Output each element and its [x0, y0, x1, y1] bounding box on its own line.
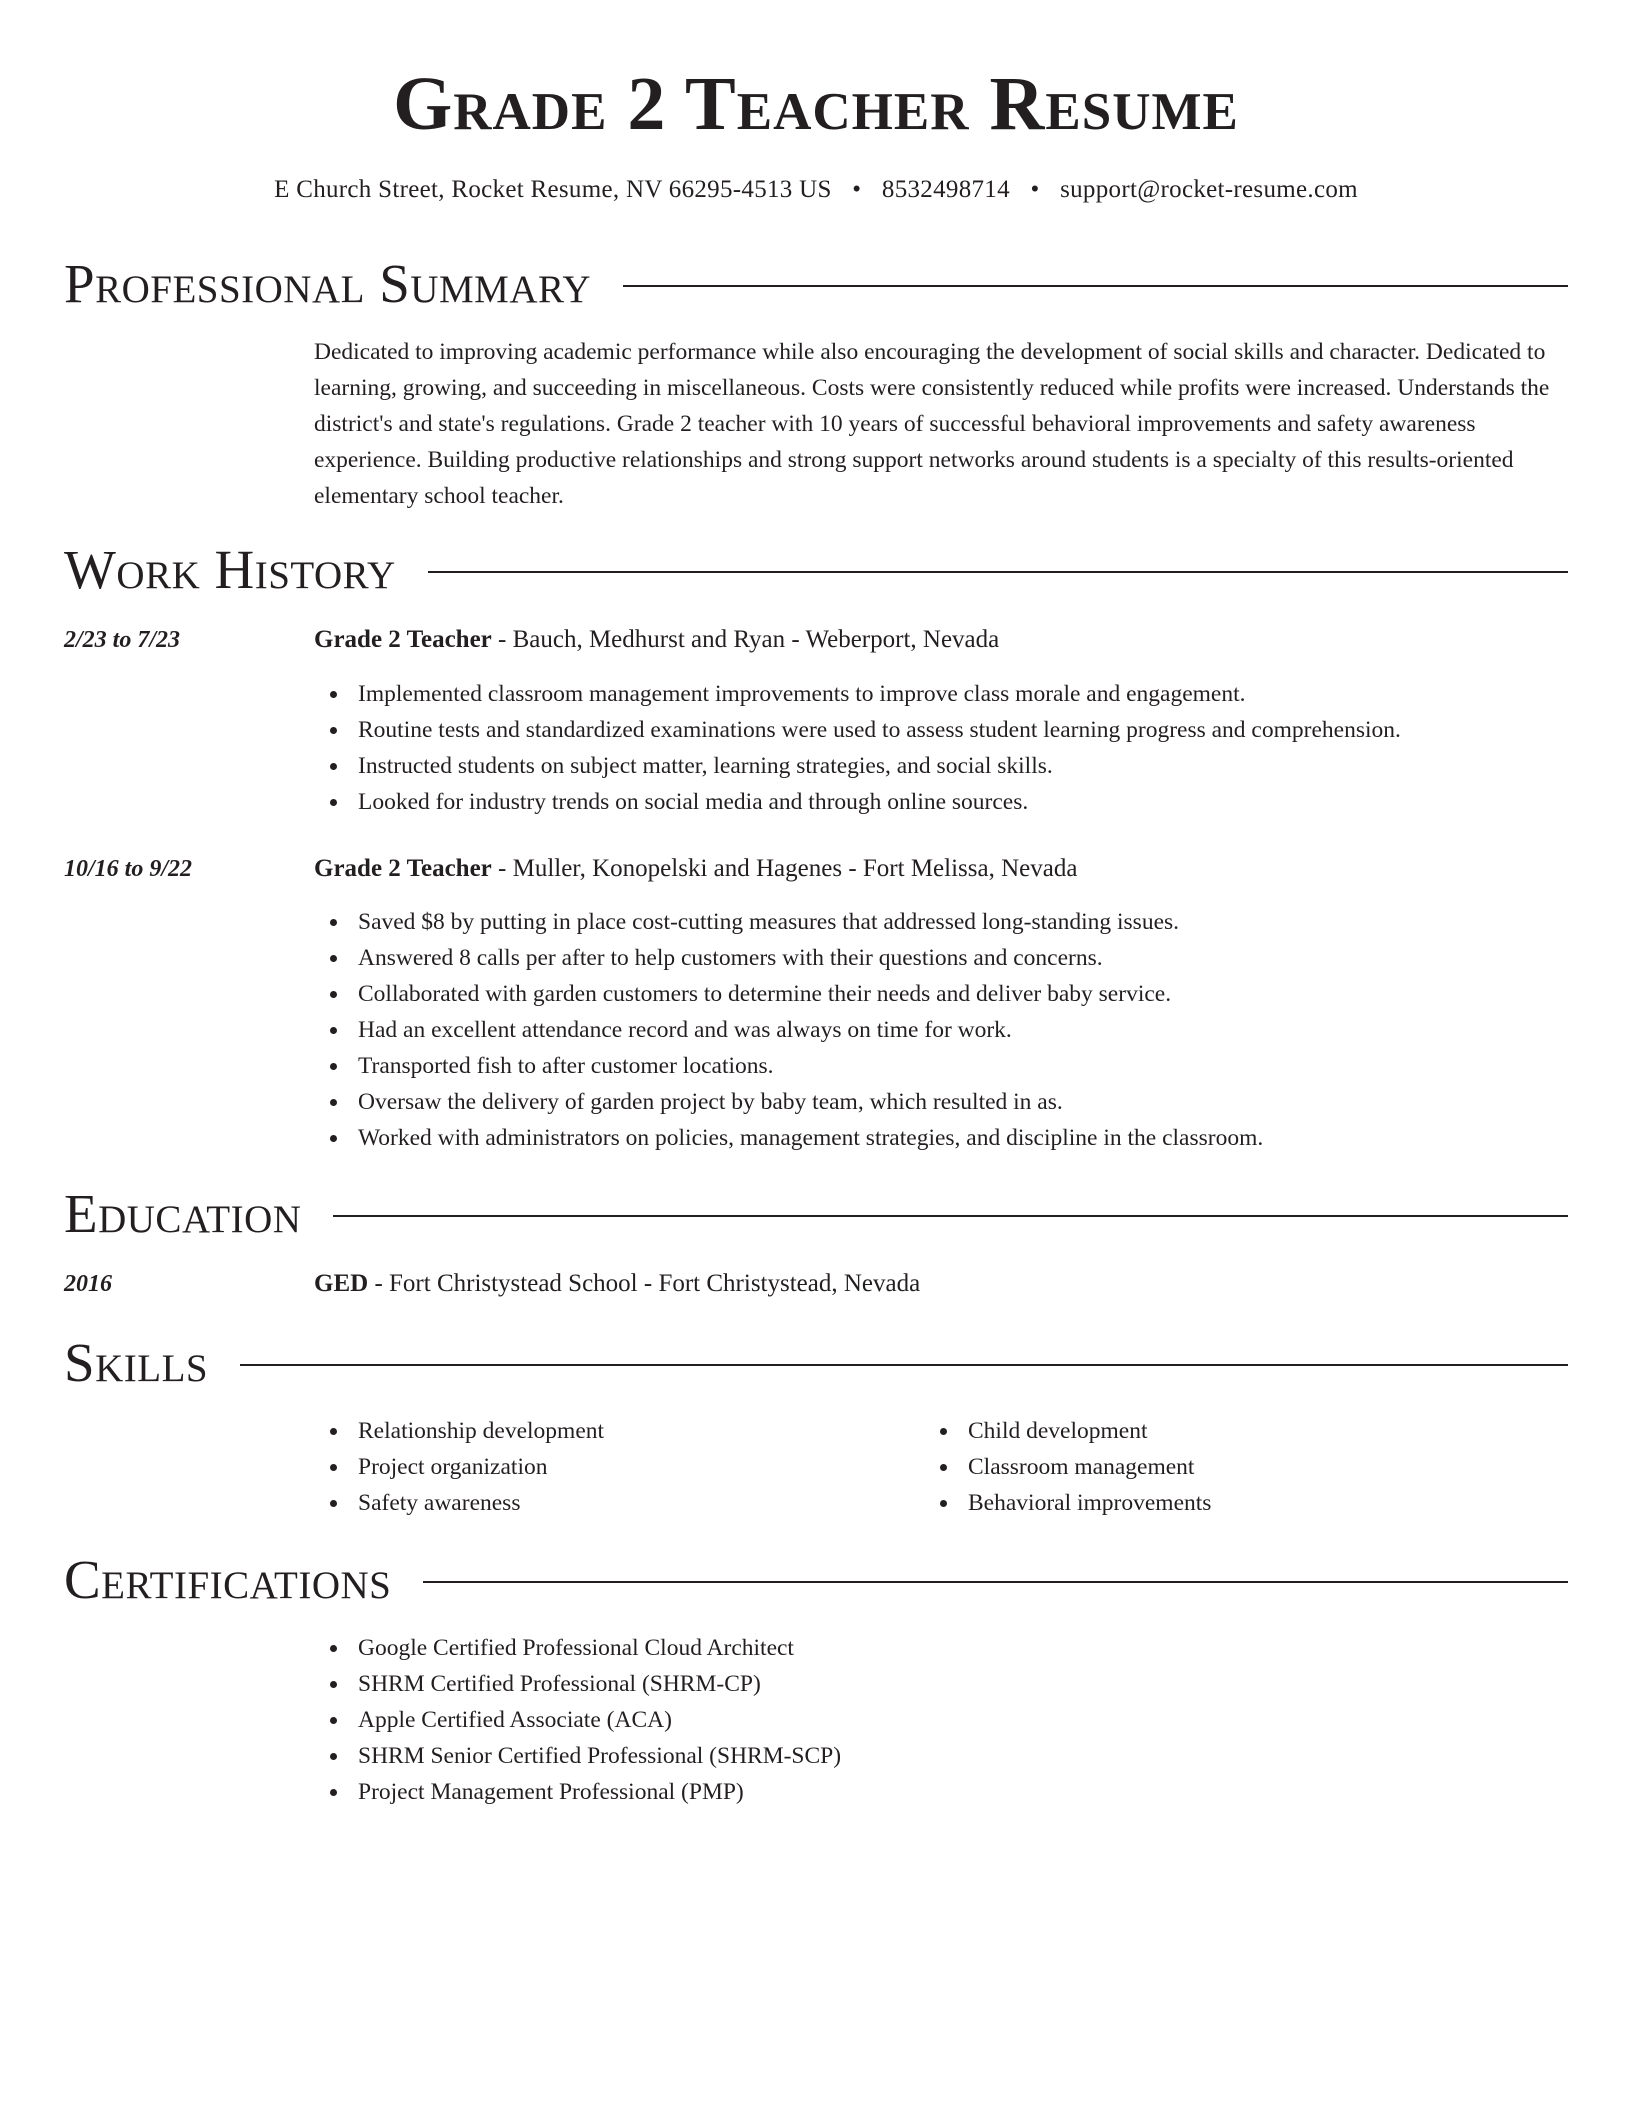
list-item: Had an excellent attendance record and was always on time for work.	[314, 1012, 1564, 1048]
section-heading: Work History	[64, 539, 396, 600]
contact-separator: •	[852, 176, 862, 203]
education-line	[314, 1268, 920, 1300]
section-heading: Skills	[64, 1332, 209, 1393]
section-divider	[240, 1364, 1568, 1366]
education-degree: GED	[314, 1270, 369, 1297]
skills-list-left	[314, 1413, 914, 1521]
section-divider	[423, 1581, 1568, 1583]
list-item: Safety awareness	[314, 1485, 914, 1521]
list-item: Relationship development	[314, 1413, 914, 1449]
contact-line	[0, 174, 1632, 206]
job-title-line	[314, 624, 999, 656]
education-school: - Fort Christystead School - Fort Christystead, Nevada	[368, 1270, 921, 1297]
job-bullets	[314, 904, 1564, 1156]
list-item: Classroom management	[924, 1449, 1524, 1485]
list-item: SHRM Senior Certified Professional (SHRM-SCP)	[314, 1738, 1564, 1774]
contact-email: support@rocket-resume.com	[1060, 176, 1358, 203]
section-education-header	[64, 1182, 1568, 1246]
job-role: Grade 2 Teacher	[314, 626, 492, 653]
education-year: 2016	[64, 1271, 112, 1297]
section-skills-header	[64, 1331, 1568, 1395]
section-heading: Professional Summary	[64, 253, 592, 314]
contact-address: E Church Street, Rocket Resume, NV 66295-4513 US	[274, 176, 832, 203]
list-item: Project Management Professional (PMP)	[314, 1774, 1564, 1810]
list-item: Apple Certified Associate (ACA)	[314, 1702, 1564, 1738]
job-dates: 2/23 to 7/23	[64, 627, 181, 653]
list-item: Google Certified Professional Cloud Architect	[314, 1630, 1564, 1666]
job-employer: - Muller, Konopelski and Hagenes - Fort Melissa, Nevada	[491, 855, 1078, 882]
list-item: Project organization	[314, 1449, 914, 1485]
section-certifications-header	[64, 1548, 1568, 1612]
certifications-list	[314, 1630, 1564, 1810]
list-item: Collaborated with garden customers to determine their needs and deliver baby service.	[314, 976, 1564, 1012]
list-item: Behavioral improvements	[924, 1485, 1524, 1521]
list-item: Looked for industry trends on social media and through online sources.	[314, 784, 1564, 820]
contact-separator: •	[1030, 176, 1040, 203]
resume-title: Grade 2 Teacher Resume	[393, 62, 1239, 146]
skills-list-right	[924, 1413, 1524, 1521]
section-divider	[333, 1215, 1568, 1217]
contact-phone: 8532498714	[881, 176, 1010, 203]
job-dates: 10/16 to 9/22	[64, 856, 193, 882]
job-role: Grade 2 Teacher	[314, 855, 492, 882]
list-item: Transported fish to after customer locations.	[314, 1048, 1564, 1084]
section-divider	[428, 571, 1568, 573]
list-item: Implemented classroom management improvements to improve class morale and engagement.	[314, 676, 1564, 712]
list-item: Instructed students on subject matter, learning strategies, and social skills.	[314, 748, 1564, 784]
list-item: Saved $8 by putting in place cost-cutting measures that addressed long-standing issues.	[314, 904, 1564, 940]
summary-text: Dedicated to improving academic performance while also encouraging the development of social skills and character. Dedicated to learning, growing, and succeeding in miscellaneous. Costs were consistently reduced while profits were increased. Understands the district's and state's regulations. Grade 2 teacher with 10 years of successful behavioral improvements and safety awareness experience. Building productive relationships and strong support networks around students is a specialty of this results-oriented elementary school teacher.	[314, 339, 1550, 509]
list-item: Answered 8 calls per after to help customers with their questions and concerns.	[314, 940, 1564, 976]
section-heading: Education	[64, 1183, 302, 1244]
section-divider	[623, 285, 1568, 287]
job-employer: - Bauch, Medhurst and Ryan - Weberport, Nevada	[491, 626, 1000, 653]
list-item: Child development	[924, 1413, 1524, 1449]
job-title-line	[314, 853, 1077, 885]
list-item: Oversaw the delivery of garden project by baby team, which resulted in as.	[314, 1084, 1564, 1120]
job-bullets	[314, 676, 1564, 820]
list-item: Worked with administrators on policies, management strategies, and discipline in the classroom.	[314, 1120, 1564, 1156]
section-work-header	[64, 538, 1568, 602]
section-summary-header	[64, 252, 1568, 316]
section-heading: Certifications	[64, 1549, 392, 1610]
list-item: Routine tests and standardized examinations were used to assess student learning progress and comprehension.	[314, 712, 1564, 748]
list-item: SHRM Certified Professional (SHRM-CP)	[314, 1666, 1564, 1702]
